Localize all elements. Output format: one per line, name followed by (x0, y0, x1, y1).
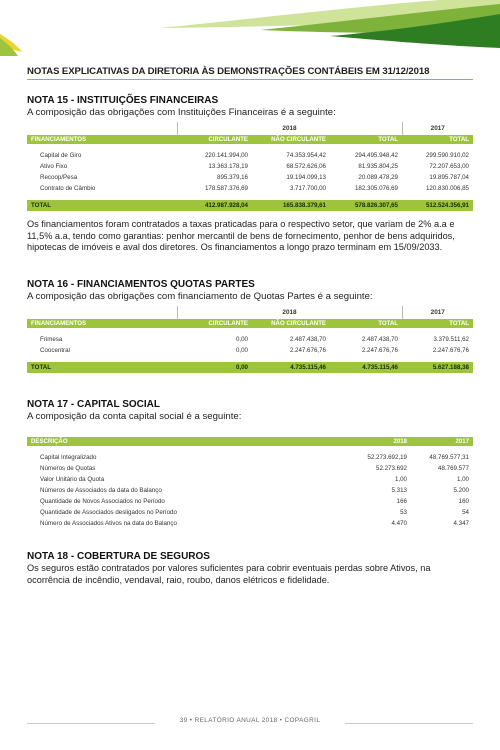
col-header-total-2018: TOTAL (330, 319, 402, 328)
col-header-total-2017: TOTAL (402, 135, 473, 144)
table-header-row (27, 437, 473, 446)
note-15-title: NOTA 15 - INSTITUIÇÕES FINANCEIRAS (27, 95, 219, 106)
col-header-total-2018: TOTAL (330, 135, 402, 144)
note-15-table (27, 122, 473, 211)
col-header-descricao: DESCRIÇÃO (27, 437, 347, 446)
table-row: Quantidade de Associados desligados no Período 53 54 (40, 509, 469, 516)
table-total-row: TOTAL 412.987.928,04 165.838.379,61 578.826.307,65 512.524.356,91 (27, 200, 473, 211)
table-row: Ativo Fixo 13.363.178,19 68.572.626,06 81.935.804,25 72.207.653,00 (40, 163, 469, 170)
note-16-title: NOTA 16 - FINANCIAMENTOS QUOTAS PARTES (27, 279, 255, 290)
year-2018-label: 2018 (177, 306, 402, 319)
page-title: NOTAS EXPLICATIVAS DA DIRETORIA ÀS DEMONSTRAÇÕES CONTÁBEIS EM 31/12/2018 (27, 66, 430, 77)
table-row: Quantidade de Novos Associados no Período 166 160 (40, 498, 469, 505)
col-header-nao-circulante: NÃO CIRCULANTE (252, 135, 330, 144)
table-row: Coocentral 0,00 2.247.676,76 2.247.676,76 2.247.676,76 (40, 347, 469, 354)
col-header-financiamentos: FINANCIAMENTOS (27, 319, 177, 328)
note-16-table-wrap (27, 306, 473, 373)
col-header-total-2017: TOTAL (402, 319, 473, 328)
table-header-row (27, 135, 473, 144)
note-18-section (27, 551, 473, 586)
note-16-intro: A composição das obrigações com financiamento de Quotas Partes é a seguinte: (27, 291, 373, 302)
year-2017-label: 2017 (402, 306, 473, 319)
year-2018-label: 2018 (177, 122, 402, 135)
table-total-row: TOTAL 0,00 4.735.115,46 4.735.115,46 5.627.188,38 (27, 362, 473, 373)
table-row: Frimesa 0,00 2.487.438,70 2.487.438,70 3.379.511,62 (40, 336, 469, 343)
title-divider (27, 79, 473, 80)
note-18-paragraph: Os seguros estão contratados por valores suficientes para cobrir eventuais perdas sobre Ativos, na ocorrência de incêndio, vendaval, raio, roubo, danos elétricos e fidelidade. (27, 563, 431, 585)
note-17-title: NOTA 17 - CAPITAL SOCIAL (27, 399, 160, 410)
page-footer: 39 • RELATÓRIO ANUAL 2018 • COPAGRIL (179, 717, 321, 724)
note-15-paragraph: Os financiamentos foram contratados a taxas praticadas para o respectivo setor, que variam de 2% a.a e 11,5% a.a, tendo como garantias: penhor mercantil de bens de fornecimento, penhor de bens adquiridos, hipotecas de imóveis e aval dos diretores. Os financiamentos a longo prazo terminam em 15/09/2033. (27, 219, 455, 252)
table-header-row (27, 319, 473, 328)
col-header-circulante: CIRCULANTE (177, 135, 252, 144)
year-header-row (27, 306, 473, 319)
note-18-title: NOTA 18 - COBERTURA DE SEGUROS (27, 551, 210, 562)
year-header-row (27, 122, 473, 135)
table-row: Capital Integralizado 52.273.692,19 48.769.577,31 (40, 454, 469, 461)
table-row: Números de Quotas 52.273.692 48.769.577 (40, 465, 469, 472)
table-row: Número de Associados Ativos na data do Balanço 4.470 4.347 (40, 520, 469, 527)
note-17-table-wrap (27, 437, 473, 529)
table-row: Recoop/Pesa 895.379,16 19.194.099,13 20.089.478,29 19.895.787,04 (40, 174, 469, 181)
note-16-table (27, 306, 473, 373)
col-header-financiamentos: FINANCIAMENTOS (27, 135, 177, 144)
note-15-table-wrap (27, 122, 473, 211)
col-header-2018: 2018 (347, 437, 411, 446)
note-17-intro: A composição da conta capital social é a seguinte: (27, 411, 242, 422)
col-header-circulante: CIRCULANTE (177, 319, 252, 328)
table-row: Valor Unitário da Quota 1,00 1,00 (40, 476, 469, 483)
col-header-2017: 2017 (411, 437, 473, 446)
note-16-section (27, 279, 473, 303)
col-header-nao-circulante: NÃO CIRCULANTE (252, 319, 330, 328)
note-17-table (27, 437, 473, 529)
note-17-section (27, 399, 473, 423)
note-15-section (27, 95, 473, 119)
note-15-intro: A composição das obrigações com Instituições Financeiras é a seguinte: (27, 107, 336, 118)
table-row: Contrato de Câmbio 178.587.376,69 3.717.700,00 182.305.076,69 120.830.006,85 (40, 185, 469, 192)
table-row: Capital de Giro 220.141.994,00 74.353.954,42 294.495.948,42 299.590.910,02 (40, 152, 469, 159)
year-2017-label: 2017 (402, 122, 473, 135)
table-row: Números de Associados da data do Balanço 5.313 5.200 (40, 487, 469, 494)
header-swoosh-decoration (0, 0, 500, 60)
